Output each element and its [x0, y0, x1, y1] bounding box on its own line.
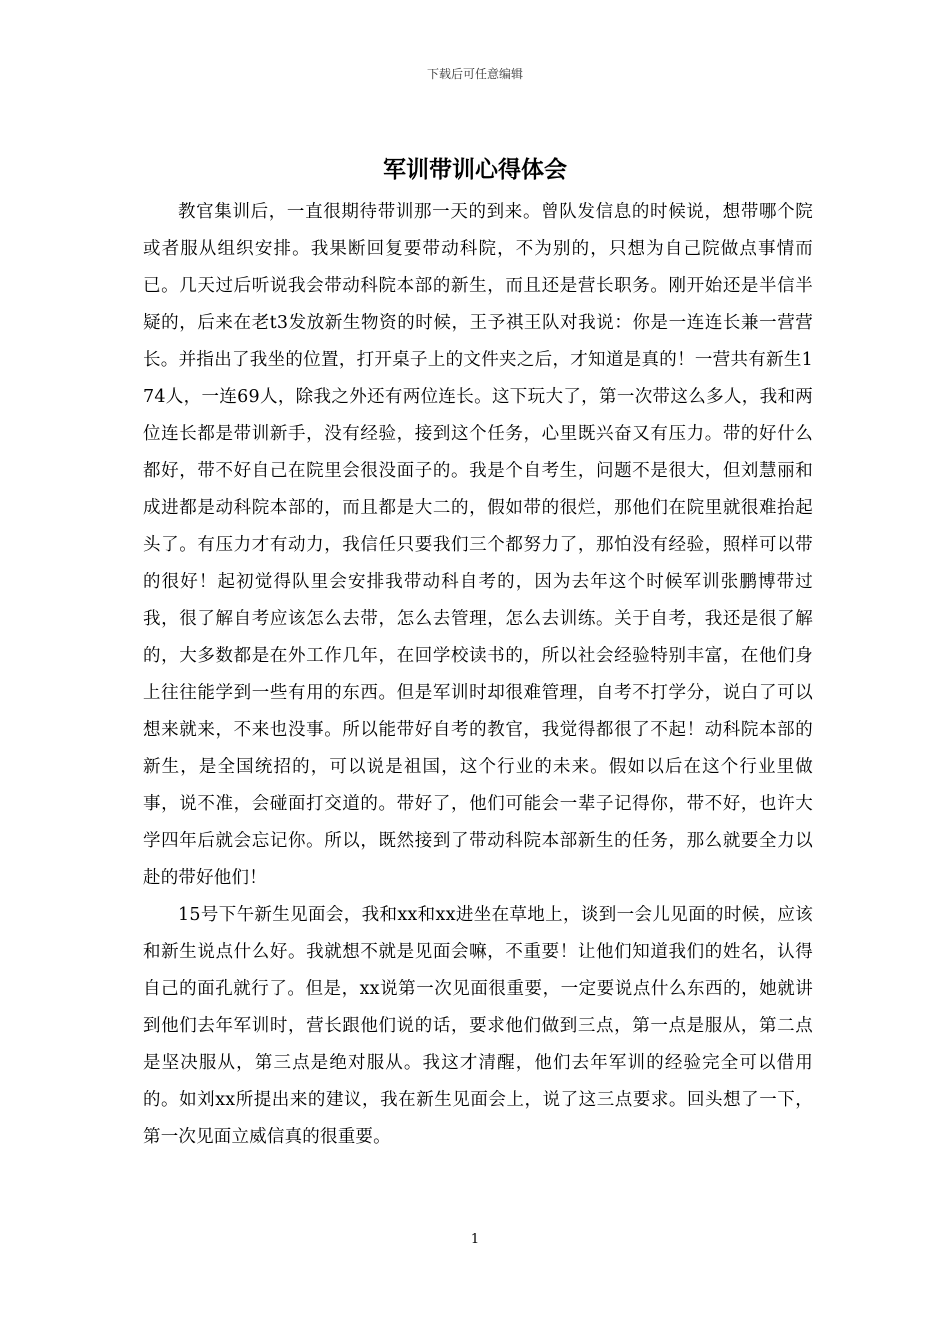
document-title: 军训带训心得体会: [383, 156, 567, 183]
page-number: 1: [470, 1232, 480, 1247]
document-body: [143, 194, 813, 1156]
page-header-note: 下载后可任意编辑: [426, 67, 523, 81]
body-paragraph-1: 教官集训后，一直很期待带训那一天的到来。曾队发信息的时候说，想带哪个院或者服从组织安排。我果断回复要带动科院，不为别的，只想为自己院做点事情而已。几天过后听说我会带动科院本部的新生，而且还是营长职务。刚开始还是半信半疑的，后来在老t3发放新生物资的时候，王予祺王队对我说：你是一连连长兼一营营长。并指出了我坐的位置，打开桌子上的文件夹之后，才知道是真的！一营共有新生174人，一连69人，除我之外还有两位连长。这下玩大了，第一次带这么多人，我和两位连长都是带训新手，没有经验，接到这个任务，心里既兴奋又有压力。带的好什么都好，带不好自己在院里会很没面子的。我是个自考生，问题不是很大，但刘慧丽和成进都是动科院本部的，而且都是大二的，假如带的很烂，那他们在院里就很难抬起头了。有压力才有动力，我信任只要我们三个都努力了，那怕没有经验，照样可以带的很好！起初觉得队里会安排我带动科自考的，因为去年这个时候军训张鹏博带过我，很了解自考应该怎么去带，怎么去管理，怎么去训练。关于自考，我还是很了解的，大多数都是在外工作几年，在回学校读书的，所以社会经验特别丰富，在他们身上往往能学到一些有用的东西。但是军训时却很难管理，自考不打学分，说白了可以想来就来，不来也没事。所以能带好自考的教官，我觉得都很了不起！动科院本部的新生，是全国统招的，可以说是祖国，这个行业的未来。假如以后在这个行业里做事，说不准，会碰面打交道的。带好了，他们可能会一辈子记得你，带不好，也许大学四年后就会忘记你。所以，既然接到了带动科院本部新生的任务，那么就要全力以赴的带好他们！: [143, 202, 813, 888]
body-paragraph-2: 15号下午新生见面会，我和xx和xx进坐在草地上，谈到一会儿见面的时候，应该和新生说点什么好。我就想不就是见面会嘛，不重要！让他们知道我们的姓名，认得自己的面孔就行了。但是，xx说第一次见面很重要，一定要说点什么东西的，她就讲到他们去年军训时，营长跟他们说的话，要求他们做到三点，第一点是服从，第二点是坚决服从，第三点是绝对服从。我这才清醒，他们去年军训的经验完全可以借用的。如刘xx所提出来的建议，我在新生见面会上，说了这三点要求。回头想了一下，第一次见面立威信真的很重要。: [143, 905, 813, 1147]
